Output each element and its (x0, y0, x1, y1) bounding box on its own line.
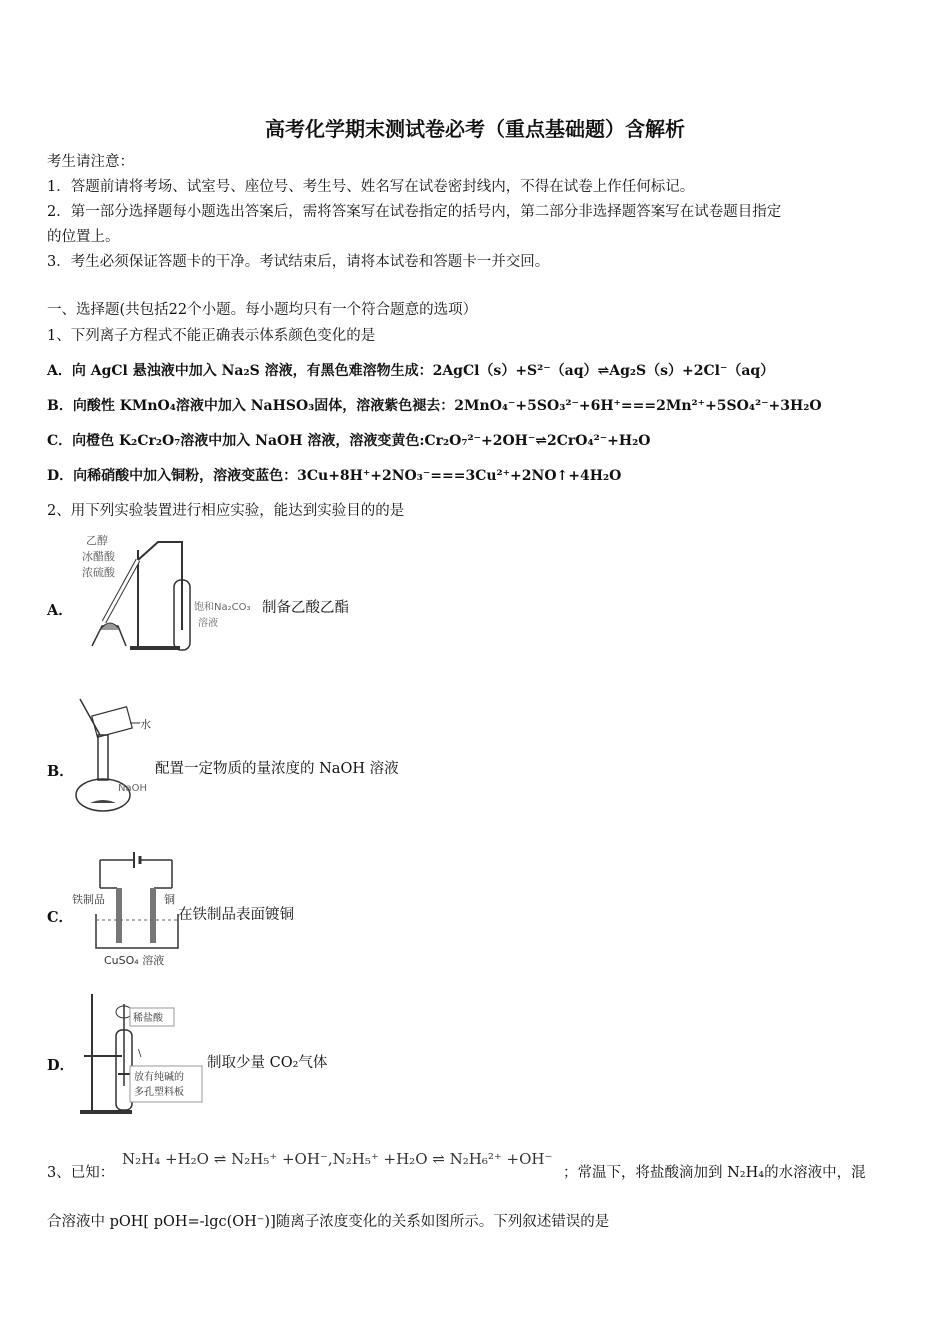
fig-c-label-copper: 铜 (164, 893, 175, 906)
q2-stem: 2、用下列实验装置进行相应实验，能达到实验目的的是 (47, 503, 405, 519)
q1-stem: 1、下列离子方程式不能正确表示体系颜色变化的是 (47, 328, 376, 344)
fig-b-label-naoh: NaOH (118, 783, 147, 794)
q2-option-c-label: C． (47, 909, 74, 926)
section-heading: 一、选择题(共包括22个小题。每小题均只有一个符合题意的选项） (47, 302, 478, 318)
notice-heading: 考生请注意： (47, 154, 134, 170)
q3-line-2: 合溶液中 pOH[ pOH=-lgc(OH⁻)]随离子浓度变化的关系如图所示。下列叙述错误的是 (47, 1214, 610, 1230)
fig-d-label-board-1: 放有纯碱的 (134, 1072, 184, 1083)
q2-option-b-label: B． (47, 763, 74, 780)
figure-gas-generator (76, 990, 206, 1118)
page-title: 高考化学期末测试卷必考（重点基础题）含解析 (265, 117, 685, 141)
q2-option-b-text: 配置一定物质的量浓度的 NaOH 溶液 (155, 761, 399, 777)
fig-a-label-acetic: 冰醋酸 (82, 550, 115, 563)
notice-item-1: 1．答题前请将考场、试室号、座位号、考生号、姓名写在试卷密封线内，不得在试卷上作任何标记。 (47, 179, 695, 195)
figure-ester-apparatus (78, 530, 268, 660)
q1-option-b: B．向酸性 KMnO₄溶液中加入 NaHSO₃固体，溶液紫色褪去：2MnO₄⁻+5SO₃²⁻+6H⁺===2Mn²⁺+5SO₄²⁻+3H₂O (47, 398, 822, 414)
figure-electroplating-cell (72, 848, 182, 968)
q2-option-d-label: D． (47, 1057, 75, 1074)
notice-item-3: 3．考生必须保证答题卡的干净。考试结束后，请将本试卷和答题卡一并交回。 (47, 254, 550, 270)
fig-a-label-ethanol: 乙醇 (86, 534, 108, 547)
q2-option-a-text: 制备乙酸乙酯 (262, 600, 349, 616)
fig-a-label-na2co3: 饱和Na₂CO₃ (194, 602, 251, 613)
fig-c-label-iron: 铁制品 (72, 893, 105, 906)
fig-d-label-acid: 稀盐酸 (133, 1013, 163, 1024)
q2-option-c-text: 在铁制品表面镀铜 (178, 907, 294, 923)
notice-item-2: 2．第一部分选择题每小题选出答案后，需将答案写在试卷指定的括号内，第二部分非选择题答案写在试卷题目指定 (47, 204, 782, 220)
notice-item-2-cont: 的位置上。 (47, 229, 120, 245)
q3-prefix: 3、已知： (47, 1165, 115, 1181)
fig-a-label-solution: 溶液 (198, 618, 218, 629)
figure-volumetric-flask (70, 695, 160, 815)
q2-option-d-text: 制取少量 CO₂气体 (207, 1055, 328, 1071)
q2-option-a-label: A． (47, 602, 73, 619)
q1-option-a: A．向 AgCl 悬浊液中加入 Na₂S 溶液，有黑色难溶物生成：2AgCl（s）+S²⁻（aq）⇌Ag₂S（s）+2Cl⁻（aq） (47, 363, 775, 379)
fig-c-label-cuso4: CuSO₄ 溶液 (104, 954, 165, 967)
svg-text:\: \ (138, 1048, 142, 1059)
q1-option-d: D．向稀硝酸中加入铜粉，溶液变蓝色：3Cu+8H⁺+2NO₃⁻===3Cu²⁺+2NO↑+4H₂O (47, 468, 622, 484)
fig-a-label-sulfuric: 浓硫酸 (82, 566, 115, 579)
q3-suffix: ；常温下，将盐酸滴加到 N₂H₄的水溶液中，混 (563, 1165, 866, 1181)
q1-option-c: C．向橙色 K₂Cr₂O₇溶液中加入 NaOH 溶液，溶液变黄色:Cr₂O₇²⁻+2OH⁻⇌2CrO₄²⁻+H₂O (47, 433, 651, 449)
q3-equilibrium-equations: N₂H₄ +H₂O ⇌ N₂H₅⁺ +OH⁻,N₂H₅⁺ +H₂O ⇌ N₂H₆²⁺ +OH⁻ (122, 1150, 553, 1168)
fig-d-label-board-2: 多孔塑料板 (134, 1087, 184, 1098)
fig-b-label-water: 水 (140, 718, 151, 731)
